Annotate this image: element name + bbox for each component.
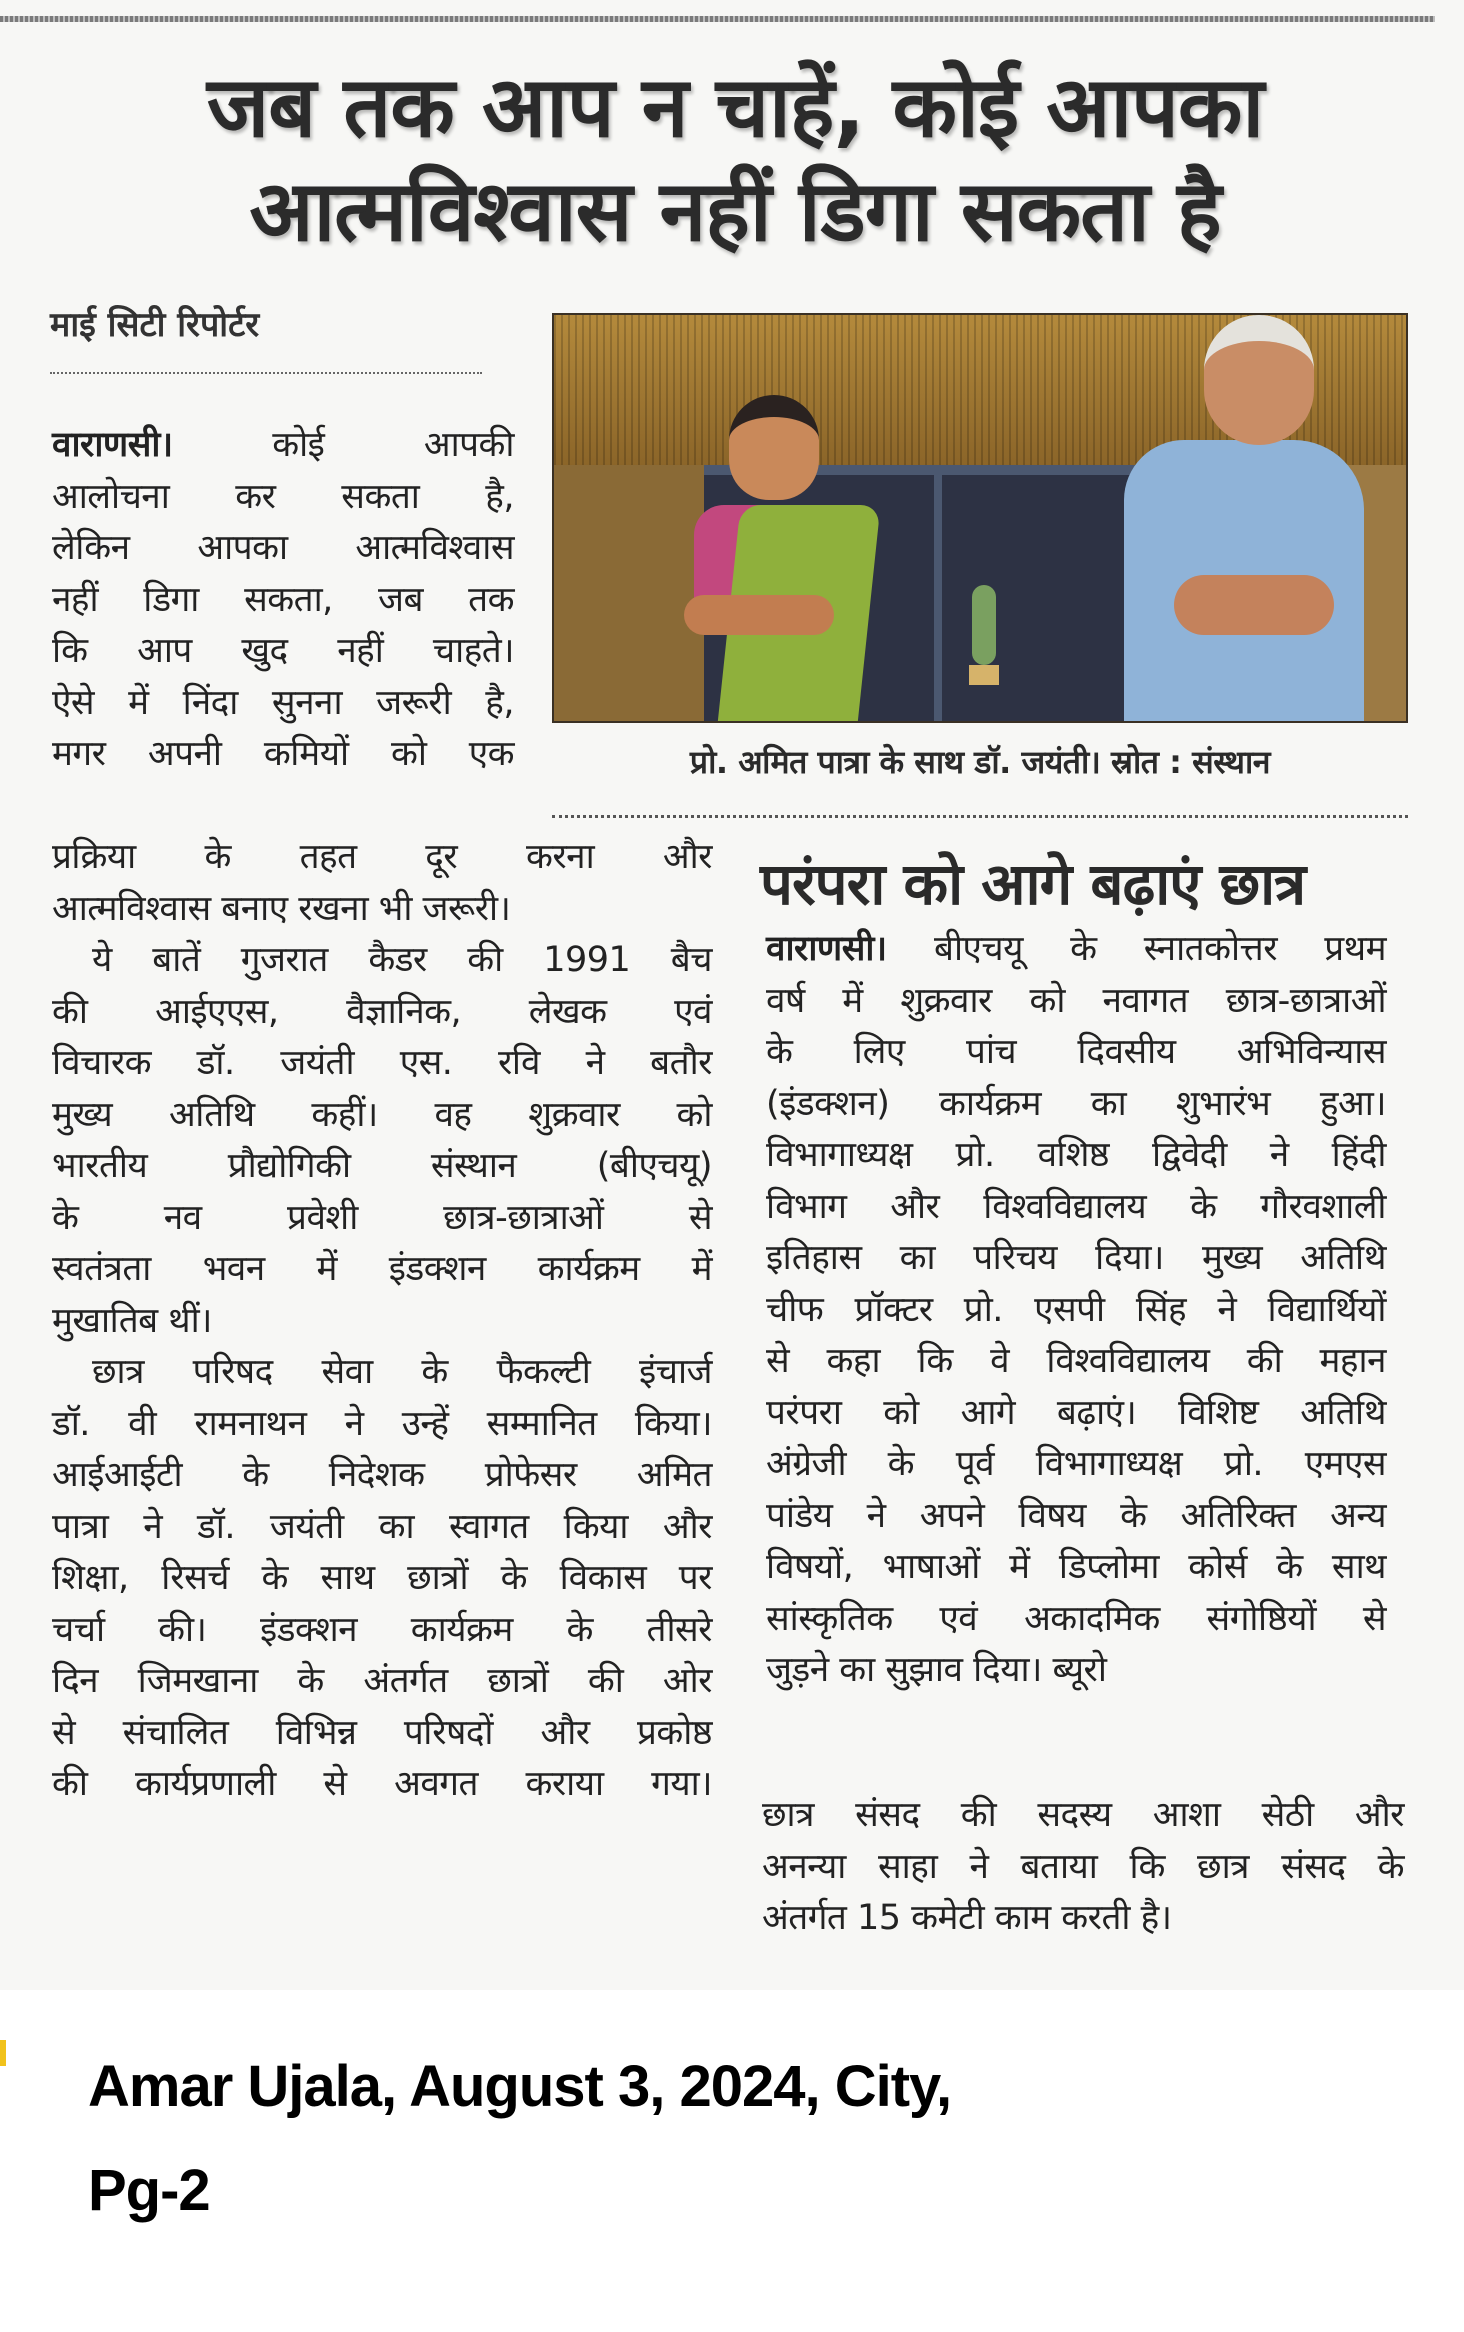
text-line: वर्ष में शुक्रवार को नवागत छात्र-छात्राओं: [766, 980, 1386, 1021]
text-line: मुखातिब थीं।: [52, 1300, 212, 1341]
side-story-title: परंपरा को आगे बढ़ाएं छात्र: [760, 850, 1306, 918]
text-line: विचारक डॉ. जयंती एस. रवि ने बतौर: [52, 1043, 712, 1083]
text-line: ऐसे में निंदा सुनना जरूरी है,: [52, 682, 514, 723]
citation-line: Pg-2: [88, 2158, 210, 2223]
dateline: वाराणसी।: [52, 425, 173, 465]
photo-plant: [964, 575, 1004, 685]
text-line: विषयों, भाषाओं में डिप्लोमा कोर्स के साथ: [766, 1547, 1386, 1587]
main-story-body: [52, 832, 712, 1811]
text-line: पांडेय ने अपने विषय के अतिरिक्त अन्य: [766, 1495, 1386, 1536]
text-line: विभाग और विश्वविद्यालय के गौरवशाली: [766, 1186, 1386, 1227]
photo-shelf-post: [934, 465, 942, 723]
top-rule: [0, 16, 1435, 22]
text-line: चर्चा की। इंडक्शन कार्यक्रम के तीसरे: [52, 1609, 712, 1650]
text-line: आलोचना कर सकता है,: [52, 476, 514, 517]
news-photo: [552, 313, 1408, 723]
dateline-rest: कोई आपकी: [172, 425, 514, 465]
text-line: आत्मविश्वास बनाए रखना भी जरूरी।: [52, 888, 511, 929]
main-story-intro: [52, 420, 514, 781]
highlight-mark: [0, 2040, 6, 2066]
caption-divider: [552, 815, 1408, 818]
text-line: मगर अपनी कमियों को एक: [52, 734, 514, 774]
text-line: नहीं डिगा सकता, जब तक: [52, 579, 514, 620]
text-line: के नव प्रवेशी छात्र-छात्राओं से: [52, 1197, 712, 1238]
text-line: अनन्या साहा ने बताया कि छात्र संसद के: [762, 1846, 1404, 1887]
headline-line: जब तक आप न चाहें, कोई आपका: [206, 58, 1264, 156]
dateline: वाराणसी।: [766, 929, 887, 969]
text-line: से संचालित विभिन्न परिषदों और प्रकोष्ठ: [52, 1712, 712, 1753]
text-line: अंतर्गत 15 कमेटी काम करती है।: [762, 1898, 1172, 1938]
text-line: की कार्यप्रणाली से अवगत कराया गया।: [52, 1764, 712, 1804]
text-line: मुख्य अतिथि कहीं। वह शुक्रवार को: [52, 1094, 712, 1135]
citation-line: Amar Ujala, August 3, 2024, City,: [88, 2054, 952, 2119]
text-line: प्रक्रिया के तहत दूर करना और: [52, 837, 712, 877]
text-line: के लिए पांच दिवसीय अभिविन्यास: [766, 1032, 1386, 1072]
text-line: दिन जिमखाना के अंतर्गत छात्रों की ओर: [52, 1661, 712, 1701]
text-line: छात्र परिषद सेवा के फैकल्टी इंचार्ज: [92, 1352, 712, 1392]
side-story-body: [766, 924, 1386, 1697]
text-line: [52, 420, 514, 472]
text-line: अंग्रेजी के पूर्व विभागाध्यक्ष प्रो. एमएस: [766, 1444, 1386, 1484]
text-line: (इंडक्शन) कार्यक्रम का शुभारंभ हुआ।: [766, 1083, 1386, 1124]
text-line: स्वतंत्रता भवन में इंडक्शन कार्यक्रम में: [52, 1249, 712, 1289]
text-line: चीफ प्रॉक्टर प्रो. एसपी सिंह ने विद्यार्थियों: [766, 1289, 1386, 1330]
text-line: आईआईटी के निदेशक प्रोफेसर अमित: [52, 1455, 712, 1495]
text-line: विभागाध्यक्ष प्रो. वशिष्ठ द्विवेदी ने हिंदी: [766, 1135, 1386, 1175]
text-line: शिक्षा, रिसर्च के साथ छात्रों के विकास पर: [52, 1558, 712, 1598]
dateline-rest: बीएचयू के स्नातकोत्तर प्रथम: [886, 929, 1386, 969]
text-line: लेकिन आपका आत्मविश्वास: [52, 528, 514, 568]
byline-divider: [50, 372, 482, 374]
text-line: [766, 924, 1386, 976]
text-line: से कहा कि वे विश्वविद्यालय की महान: [766, 1341, 1386, 1381]
photo-caption: प्रो. अमित पात्रा के साथ डॉ. जयंती। स्रोत : संस्थान: [689, 743, 1271, 781]
headline-line: आत्मविश्वास नहीं डिगा सकता है: [249, 162, 1221, 260]
text-line: जुड़ने का सुझाव दिया। ब्यूरो: [766, 1650, 1107, 1690]
text-line: परंपरा को आगे बढ़ाएं। विशिष्ट अतिथि: [766, 1392, 1386, 1433]
text-line: ये बातें गुजरात कैडर की 1991 बैच: [92, 940, 712, 980]
headline: [60, 55, 1410, 263]
text-line: सांस्कृतिक एवं अकादमिक संगोष्ठियों से: [766, 1598, 1386, 1639]
photo-person-woman: [674, 375, 904, 723]
text-line: की आईएएस, वैज्ञानिक, लेखक एवं: [52, 991, 712, 1032]
text-line: डॉ. वी रामनाथन ने उन्हें सम्मानित किया।: [52, 1403, 712, 1444]
text-line: इतिहास का परिचय दिया। मुख्य अतिथि: [766, 1238, 1386, 1278]
source-citation: [88, 2035, 951, 2243]
byline: माई सिटी रिपोर्टर: [50, 305, 260, 345]
text-line: छात्र संसद की सदस्य आशा सेठी और: [762, 1795, 1404, 1835]
text-line: कि आप खुद नहीं चाहते।: [52, 631, 514, 671]
text-line: भारतीय प्रौद्योगिकी संस्थान (बीएचयू): [52, 1146, 712, 1186]
photo-person-man: [1114, 315, 1374, 723]
text-line: पात्रा ने डॉ. जयंती का स्वागत किया और: [52, 1506, 712, 1547]
main-story-continuation: [762, 1790, 1404, 1945]
